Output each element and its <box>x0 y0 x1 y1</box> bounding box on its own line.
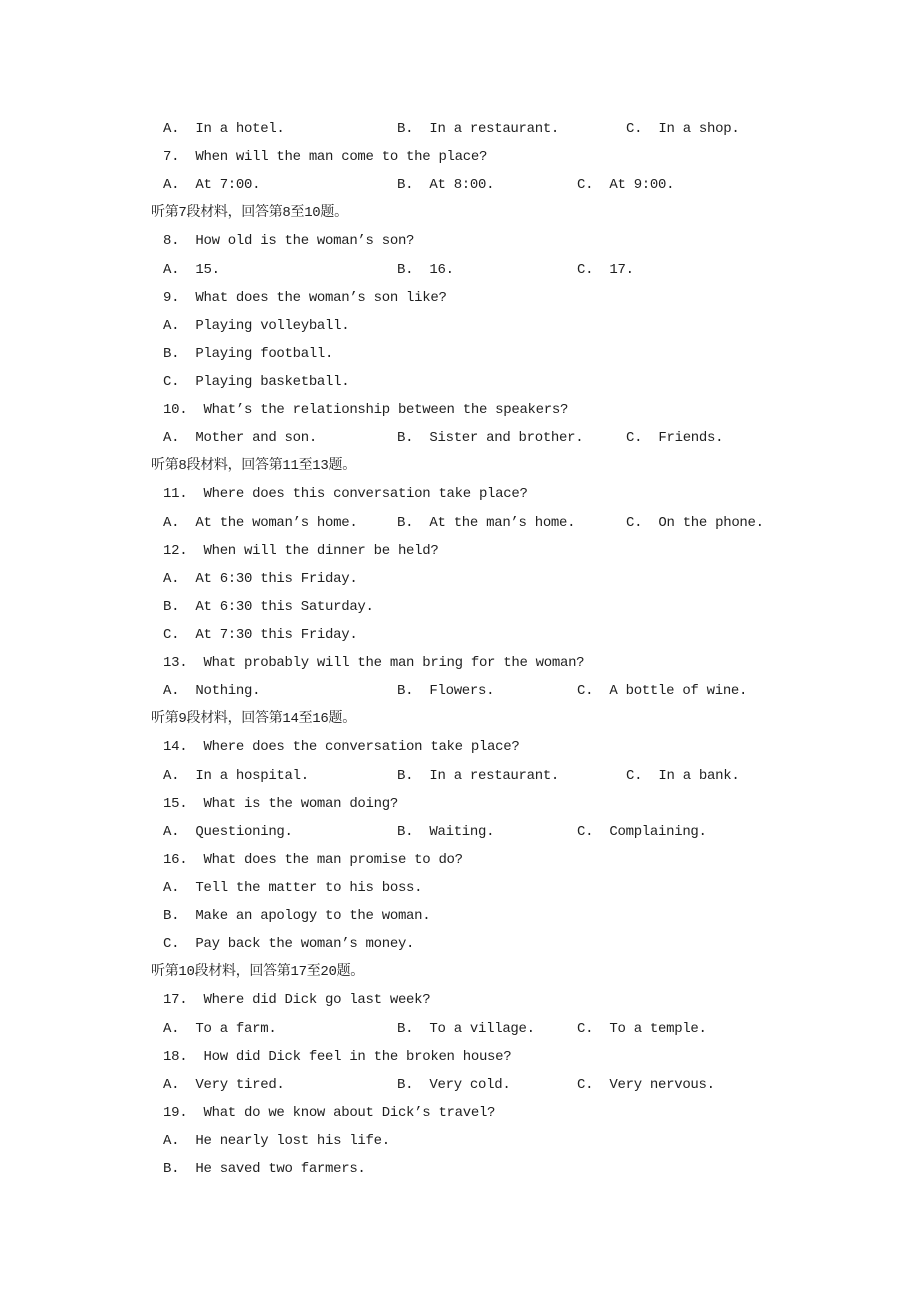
option-row <box>0 509 920 537</box>
option-c-text: C. Complaining. <box>577 823 707 840</box>
option-text: C. Playing basketball. <box>163 373 350 390</box>
option-row <box>0 340 920 368</box>
question-row <box>0 790 920 818</box>
option-row <box>0 565 920 593</box>
question-row <box>0 537 920 565</box>
option-b-text: B. To a village. <box>397 1020 535 1037</box>
option-text: B. At 6:30 this Saturday. <box>163 598 374 615</box>
option-b-text: B. At the man’s home. <box>397 514 576 531</box>
option-b-text: B. Waiting. <box>397 823 495 840</box>
option-row <box>0 256 920 284</box>
question-row <box>0 846 920 874</box>
option-row <box>0 677 920 705</box>
option-text: A. Questioning. <box>163 823 293 840</box>
option-c-text: C. A bottle of wine. <box>577 683 748 700</box>
option-row <box>0 1071 920 1099</box>
question-text: 18. How did Dick feel in the broken house? <box>163 1048 512 1065</box>
option-text: A. Playing volleyball. <box>163 317 350 334</box>
option-c-text: C. On the phone. <box>626 514 764 531</box>
option-text: A. 15. <box>163 261 220 278</box>
question-text: 16. What does the man promise to do? <box>163 851 463 868</box>
option-row <box>0 312 920 340</box>
option-row <box>0 115 920 143</box>
option-b-text: B. In a restaurant. <box>397 767 560 784</box>
question-row <box>0 143 920 171</box>
section-header-row <box>0 452 920 480</box>
option-row <box>0 874 920 902</box>
section-header-text: 听第10段材料，回答第17至20题。 <box>151 964 365 981</box>
option-text: B. Playing football. <box>163 345 334 362</box>
option-c-text: C. In a bank. <box>626 767 740 784</box>
question-row <box>0 1099 920 1127</box>
section-header-row <box>0 958 920 986</box>
option-text: A. Mother and son. <box>163 430 317 447</box>
option-row <box>0 171 920 199</box>
question-row <box>0 227 920 255</box>
option-row <box>0 593 920 621</box>
section-header-text: 听第9段材料，回答第14至16题。 <box>151 711 356 728</box>
option-row <box>0 368 920 396</box>
question-text: 9. What does the woman’s son like? <box>163 289 447 306</box>
question-row <box>0 480 920 508</box>
question-text: 12. When will the dinner be held? <box>163 542 439 559</box>
section-header-text: 听第7段材料，回答第8至10题。 <box>151 205 348 222</box>
option-b-text: B. 16. <box>397 261 454 278</box>
question-row <box>0 649 920 677</box>
question-text: 10. What’s the relationship between the speakers? <box>163 402 569 419</box>
question-text: 13. What probably will the man bring for the woman? <box>163 655 585 672</box>
option-row <box>0 818 920 846</box>
option-row <box>0 1015 920 1043</box>
option-c-text: C. Friends. <box>626 430 724 447</box>
option-text: B. He saved two farmers. <box>163 1161 366 1178</box>
option-row <box>0 902 920 930</box>
option-text: A. To a farm. <box>163 1020 277 1037</box>
exam-text-block <box>0 115 920 1183</box>
option-text: C. At 7:30 this Friday. <box>163 626 358 643</box>
section-header-row <box>0 199 920 227</box>
option-text: C. Pay back the woman’s money. <box>163 936 415 953</box>
question-row <box>0 284 920 312</box>
option-b-text: B. Sister and brother. <box>397 430 584 447</box>
question-text: 11. Where does this conversation take place? <box>163 486 528 503</box>
option-row <box>0 1127 920 1155</box>
option-text: A. Nothing. <box>163 683 261 700</box>
question-text: 19. What do we know about Dick’s travel? <box>163 1104 496 1121</box>
option-row <box>0 424 920 452</box>
question-text: 15. What is the woman doing? <box>163 795 398 812</box>
option-text: A. In a hospital. <box>163 767 309 784</box>
option-c-text: C. In a shop. <box>626 121 740 137</box>
question-row <box>0 986 920 1014</box>
option-row <box>0 762 920 790</box>
section-header-row <box>0 705 920 733</box>
option-text: B. Make an apology to the woman. <box>163 908 431 925</box>
option-text: A. Tell the matter to his boss. <box>163 879 423 896</box>
option-text: A. He nearly lost his life. <box>163 1132 390 1149</box>
section-header-text: 听第8段材料，回答第11至13题。 <box>151 458 356 475</box>
option-c-text: C. 17. <box>577 261 634 278</box>
option-c-text: C. To a temple. <box>577 1020 707 1037</box>
option-text: A. In a hotel. <box>163 121 285 137</box>
option-row <box>0 1155 920 1183</box>
question-text: 8. How old is the woman’s son? <box>163 233 415 250</box>
option-c-text: C. Very nervous. <box>577 1076 715 1093</box>
option-b-text: B. In a restaurant. <box>397 121 560 137</box>
option-row <box>0 930 920 958</box>
question-row <box>0 1043 920 1071</box>
option-text: A. At the woman’s home. <box>163 514 358 531</box>
question-text: 7. When will the man come to the place? <box>163 149 488 166</box>
question-row <box>0 733 920 761</box>
option-b-text: B. At 8:00. <box>397 177 495 194</box>
question-text: 17. Where did Dick go last week? <box>163 992 431 1009</box>
option-text: A. At 6:30 this Friday. <box>163 570 358 587</box>
option-b-text: B. Flowers. <box>397 683 495 700</box>
option-row <box>0 621 920 649</box>
question-row <box>0 396 920 424</box>
option-c-text: C. At 9:00. <box>577 177 675 194</box>
option-b-text: B. Very cold. <box>397 1076 511 1093</box>
question-text: 14. Where does the conversation take place? <box>163 739 520 756</box>
option-text: A. At 7:00. <box>163 177 261 194</box>
option-text: A. Very tired. <box>163 1076 285 1093</box>
